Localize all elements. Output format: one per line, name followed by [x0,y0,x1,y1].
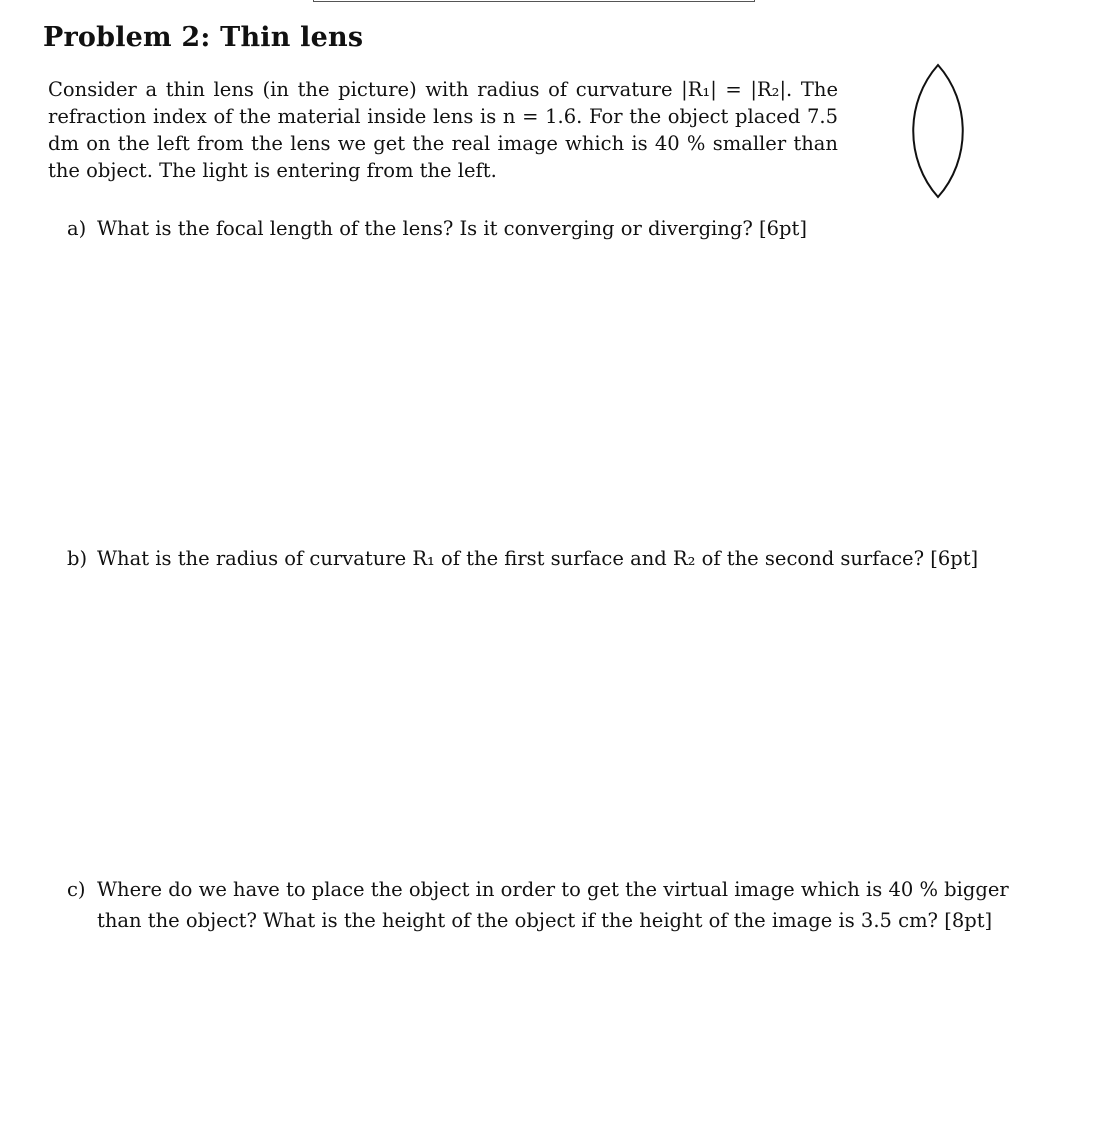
question-b-text: What is the radius of curvature R₁ of the first surface and R₂ of the second surface? [6pt] [97,547,979,570]
question-a [67,213,1027,244]
answer-space-c[interactable] [40,945,1040,1125]
answer-space-b[interactable] [40,580,1040,860]
question-a-text: What is the focal length of the lens? Is it converging or diverging? [6pt] [97,217,807,240]
question-c-label: c) [67,878,86,901]
question-c-text: Where do we have to place the object in order to get the virtual image which is 40 % bigger than the object? What is the height of the object if the height of the image is 3.5 cm? [8pt] [97,878,1009,932]
question-a-label: a) [67,217,87,240]
question-b-label: b) [67,547,88,570]
question-b [67,543,1027,574]
biconvex-lens-icon [905,62,971,200]
answer-space-a[interactable] [40,250,1040,530]
top-frame-border [313,0,755,2]
question-c [67,874,1042,936]
problem-intro: Consider a thin lens (in the picture) with radius of curvature |R₁| = |R₂|. The refraction index of the material inside lens is n = 1.6. For the object placed 7.5 dm on the left from the lens we get the real image which is 40 % smaller than the object. The light is entering from the left. [48,78,838,182]
problem-title: Problem 2: Thin lens [43,22,364,53]
